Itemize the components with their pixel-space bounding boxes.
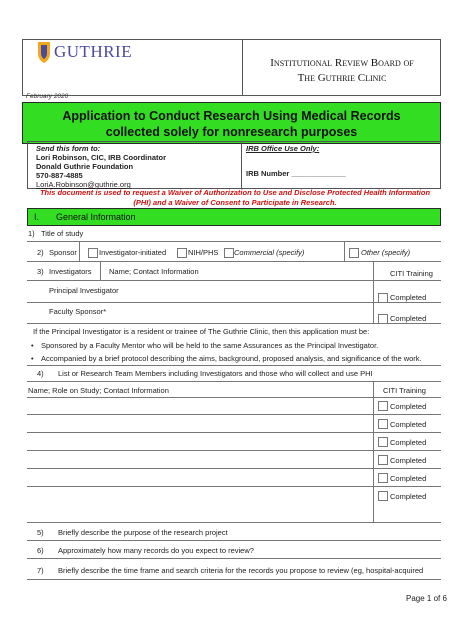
shield-icon: [36, 40, 52, 64]
q3-citi-header: CITI Training: [390, 269, 433, 278]
q7-number: 7): [37, 566, 44, 575]
team-row-5-completed: Completed: [390, 474, 427, 483]
sponsor-nih-checkbox[interactable]: [177, 248, 187, 258]
q1-number: 1): [28, 229, 35, 238]
bullet-icon: •: [31, 354, 34, 363]
q6-number: 6): [37, 546, 44, 555]
q6-label: Approximately how many records do you expect to review?: [58, 546, 254, 555]
section-number: I.: [34, 212, 40, 222]
pi-citi-completed: Completed: [390, 293, 427, 302]
team-citi-header: CITI Training: [383, 386, 426, 395]
title-line-2: collected solely for nonresearch purposes: [105, 125, 358, 139]
send-email[interactable]: LoriA.Robinson@guthrie.org: [36, 180, 131, 189]
team-header: Name; Role on Study; Contact Information: [28, 386, 169, 395]
team-row-4-checkbox[interactable]: [378, 455, 388, 465]
q3-number: 3): [37, 267, 44, 276]
page-number: Page 1 of 6: [406, 594, 447, 603]
title-line-1: Application to Conduct Research Using Medical Records: [62, 109, 401, 123]
sponsor-option-commercial: Commercial (specify): [234, 248, 305, 257]
q5-label: Briefly describe the purpose of the research project: [58, 528, 228, 537]
team-row-5-checkbox[interactable]: [378, 473, 388, 483]
sponsor-commercial-checkbox[interactable]: [224, 248, 234, 258]
send-name: Lori Robinson, CIC, IRB Coordinator: [36, 153, 166, 162]
q4-row: [27, 366, 441, 382]
board-line-2: The Guthrie Clinic: [297, 72, 387, 84]
team-members-table: [27, 382, 441, 523]
bullet-icon: •: [31, 341, 34, 350]
q7-row[interactable]: [27, 559, 441, 580]
header-divider: [242, 40, 243, 95]
pi-note: [27, 324, 441, 366]
q5-number: 5): [37, 528, 44, 537]
pi-note-intro: If the Principal Investigator is a resident or trainee of The Guthrie Clinic, then this application must be:: [33, 327, 370, 336]
q3-label: Investigators: [49, 267, 92, 276]
q3-investigators-table: [27, 262, 441, 324]
team-row-6-checkbox[interactable]: [378, 491, 388, 501]
faculty-citi-checkbox[interactable]: [378, 314, 388, 324]
q2-label: Sponsor: [49, 248, 77, 257]
sponsor-investigator-checkbox[interactable]: [88, 248, 98, 258]
sponsor-option-investigator: Investigator-initiated: [99, 248, 167, 257]
send-label: Send this form to:: [36, 144, 101, 153]
team-row-3-checkbox[interactable]: [378, 437, 388, 447]
pi-note-bullet-2: Accompanied by a brief protocol describing the aims, background, proposed analysis, and significance of the work.: [41, 354, 422, 363]
sponsor-other-checkbox[interactable]: [349, 248, 359, 258]
q1-row[interactable]: [27, 226, 441, 242]
irb-office-label: IRB Office Use Only:: [246, 144, 320, 153]
waiver-note-line-1: This document is used to request a Waiver of Authorization to Use and Disclose Protected Health Information: [39, 188, 431, 197]
q5-row[interactable]: [27, 523, 441, 541]
section-general-info: [27, 208, 441, 226]
sponsor-option-nih: NIH/PHS: [188, 248, 219, 257]
guthrie-logo: [36, 40, 156, 66]
team-row-2-checkbox[interactable]: [378, 419, 388, 429]
form-title: [22, 102, 441, 144]
team-row-3-completed: Completed: [390, 438, 427, 447]
send-phone: 570-887-4885: [36, 171, 83, 180]
team-row-2-completed: Completed: [390, 420, 427, 429]
waiver-note-line-2: (PHI) and a Waiver of Consent to Participate in Research.: [133, 198, 337, 207]
q6-row[interactable]: [27, 541, 441, 559]
section-title: General Information: [56, 212, 136, 222]
team-row-6-completed: Completed: [390, 492, 427, 501]
faculty-citi-completed: Completed: [390, 314, 427, 323]
send-org: Donald Guthrie Foundation: [36, 162, 134, 171]
team-row-4-completed: Completed: [390, 456, 427, 465]
irb-number-field[interactable]: IRB Number _____________: [246, 169, 346, 178]
waiver-note: [28, 188, 442, 208]
pi-note-bullet-1: Sponsored by a Faculty Mentor who will be held to the same Assurances as the Principal Investigator.: [41, 341, 379, 350]
q4-label: List or Research Team Members including Investigators and those who will collect and use PHI: [58, 369, 373, 378]
q7-label: Briefly describe the time frame and search criteria for the records you propose to review (eg, hospital-acquired: [58, 566, 424, 575]
q2-number: 2): [37, 248, 44, 257]
team-row-1-checkbox[interactable]: [378, 401, 388, 411]
send-divider: [241, 142, 242, 188]
pi-label: Principal Investigator: [49, 286, 119, 295]
q4-number: 4): [37, 369, 44, 378]
q1-label: Title of study: [41, 229, 84, 238]
team-row-1-completed: Completed: [390, 402, 427, 411]
irb-board-title: [244, 56, 440, 86]
faculty-sponsor-label: Faculty Sponsor*: [49, 307, 107, 316]
board-line-1: Institutional Review Board of: [270, 57, 414, 69]
q3-header: Name; Contact Information: [109, 267, 199, 276]
form-date: February 2020: [26, 93, 69, 100]
logo-text: GUTHRIE: [54, 42, 133, 61]
send-form-box: [27, 141, 441, 189]
q2-row: [27, 242, 441, 262]
sponsor-option-other: Other (specify): [361, 248, 411, 257]
